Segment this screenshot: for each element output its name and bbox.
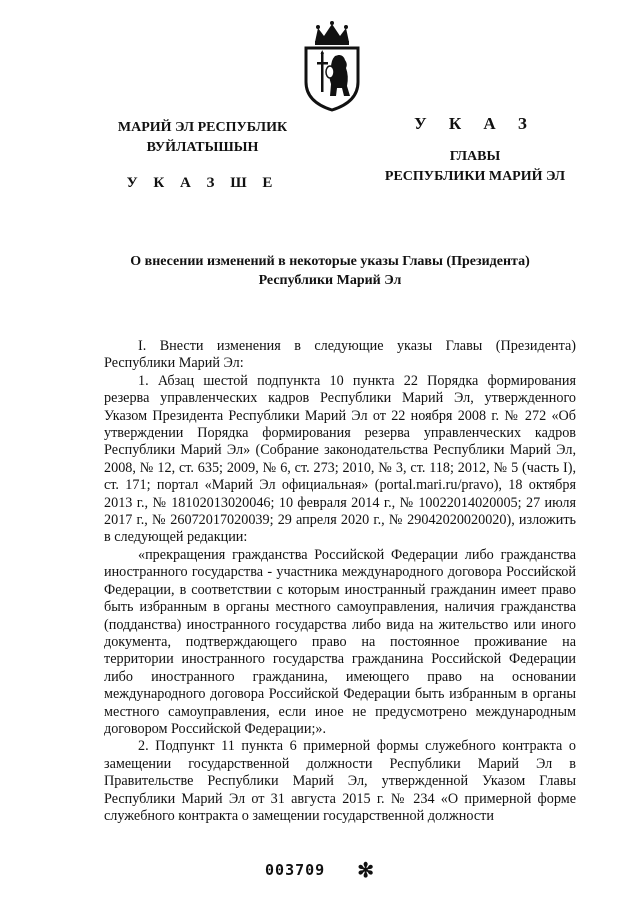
header-right-title: У К А З (414, 114, 536, 133)
header-left-title: У К А З Ш Е (126, 175, 279, 191)
page-footer (0, 858, 639, 883)
document-subject (90, 252, 570, 290)
header-left (95, 118, 310, 193)
document-body (104, 338, 576, 825)
header-right-line1: ГЛАВЫ (449, 149, 501, 164)
header-right (360, 114, 590, 187)
header-left-line1: МАРИЙ ЭЛ РЕСПУБЛИК (117, 120, 288, 135)
paragraph-3: «прекращения гражданства Российской Федерации либо гражданства иностранного государства - участника международного договора Российской Федерации, в соответствии с которым иностранный гражданин имеет право быть избранным в органы местного самоуправления, наличия гражданства (подданства) иностранного государства либо вида на жительство или иного документа, подтверждающего право на постоянное проживание на территории иностранного государства гражданина Российской Федерации либо иностранного гражданина, имеющего право на основании международного договора Российской Федерации быть избранным в органы местного самоуправления, если иное не предусмотрено международным договором Российской Федерации;». (104, 546, 576, 737)
header-right-line2: РЕСПУБЛИКИ МАРИЙ ЭЛ (384, 169, 566, 184)
header-left-line2: ВУЙЛАТЫШЫН (146, 140, 259, 155)
subject-line1: О внесении изменений в некоторые указы Главы (Президента) (130, 254, 530, 269)
paragraph-1: I. Внести изменения в следующие указы Главы (Президента) Республики Марий Эл: (104, 338, 576, 372)
serial-number: 003709 (265, 861, 326, 879)
coat-of-arms-icon (301, 20, 363, 112)
paragraph-4: 2. Подпункт 11 пункта 6 примерной формы служебного контракта о замещении государственной должности Республики Марий Эл в Правительстве Республики Марий Эл, утвержденной Указом Главы Республики Марий Эл от 31 августа 2015 г. № 234 «О примерной форме служебного контракта о замещении государственной должности (104, 738, 576, 824)
paragraph-2: 1. Абзац шестой подпункта 10 пункта 22 Порядка формирования резерва управленческих кадров Республики Марий Эл, утвержденного Указом Президента Республики Марий Эл от 22 ноября 2008 г. № 272 «Об утверждении Порядка формирования резерва управленческих кадров Республики Марий Эл» (Собрание законодательства Республики Марий Эл, 2008, № 12, ст. 635; 2009, № 6, ст. 273; 2010, № 3, ст. 118; 2012, № 5 (часть I), ст. 171; портал «Марий Эл официальная» (portal.mari.ru/pravo), 18 октября 2013 г., № 18102013020046; 10 февраля 2014 г., № 10022014020005; 27 июля 2017 г., № 26072017020039; 29 апреля 2020 г., № 29042020020020), изложить в следующей редакции: (104, 372, 576, 546)
subject-line2: Республики Марий Эл (258, 273, 402, 288)
asterisk-mark-icon: ✻ (357, 860, 374, 882)
